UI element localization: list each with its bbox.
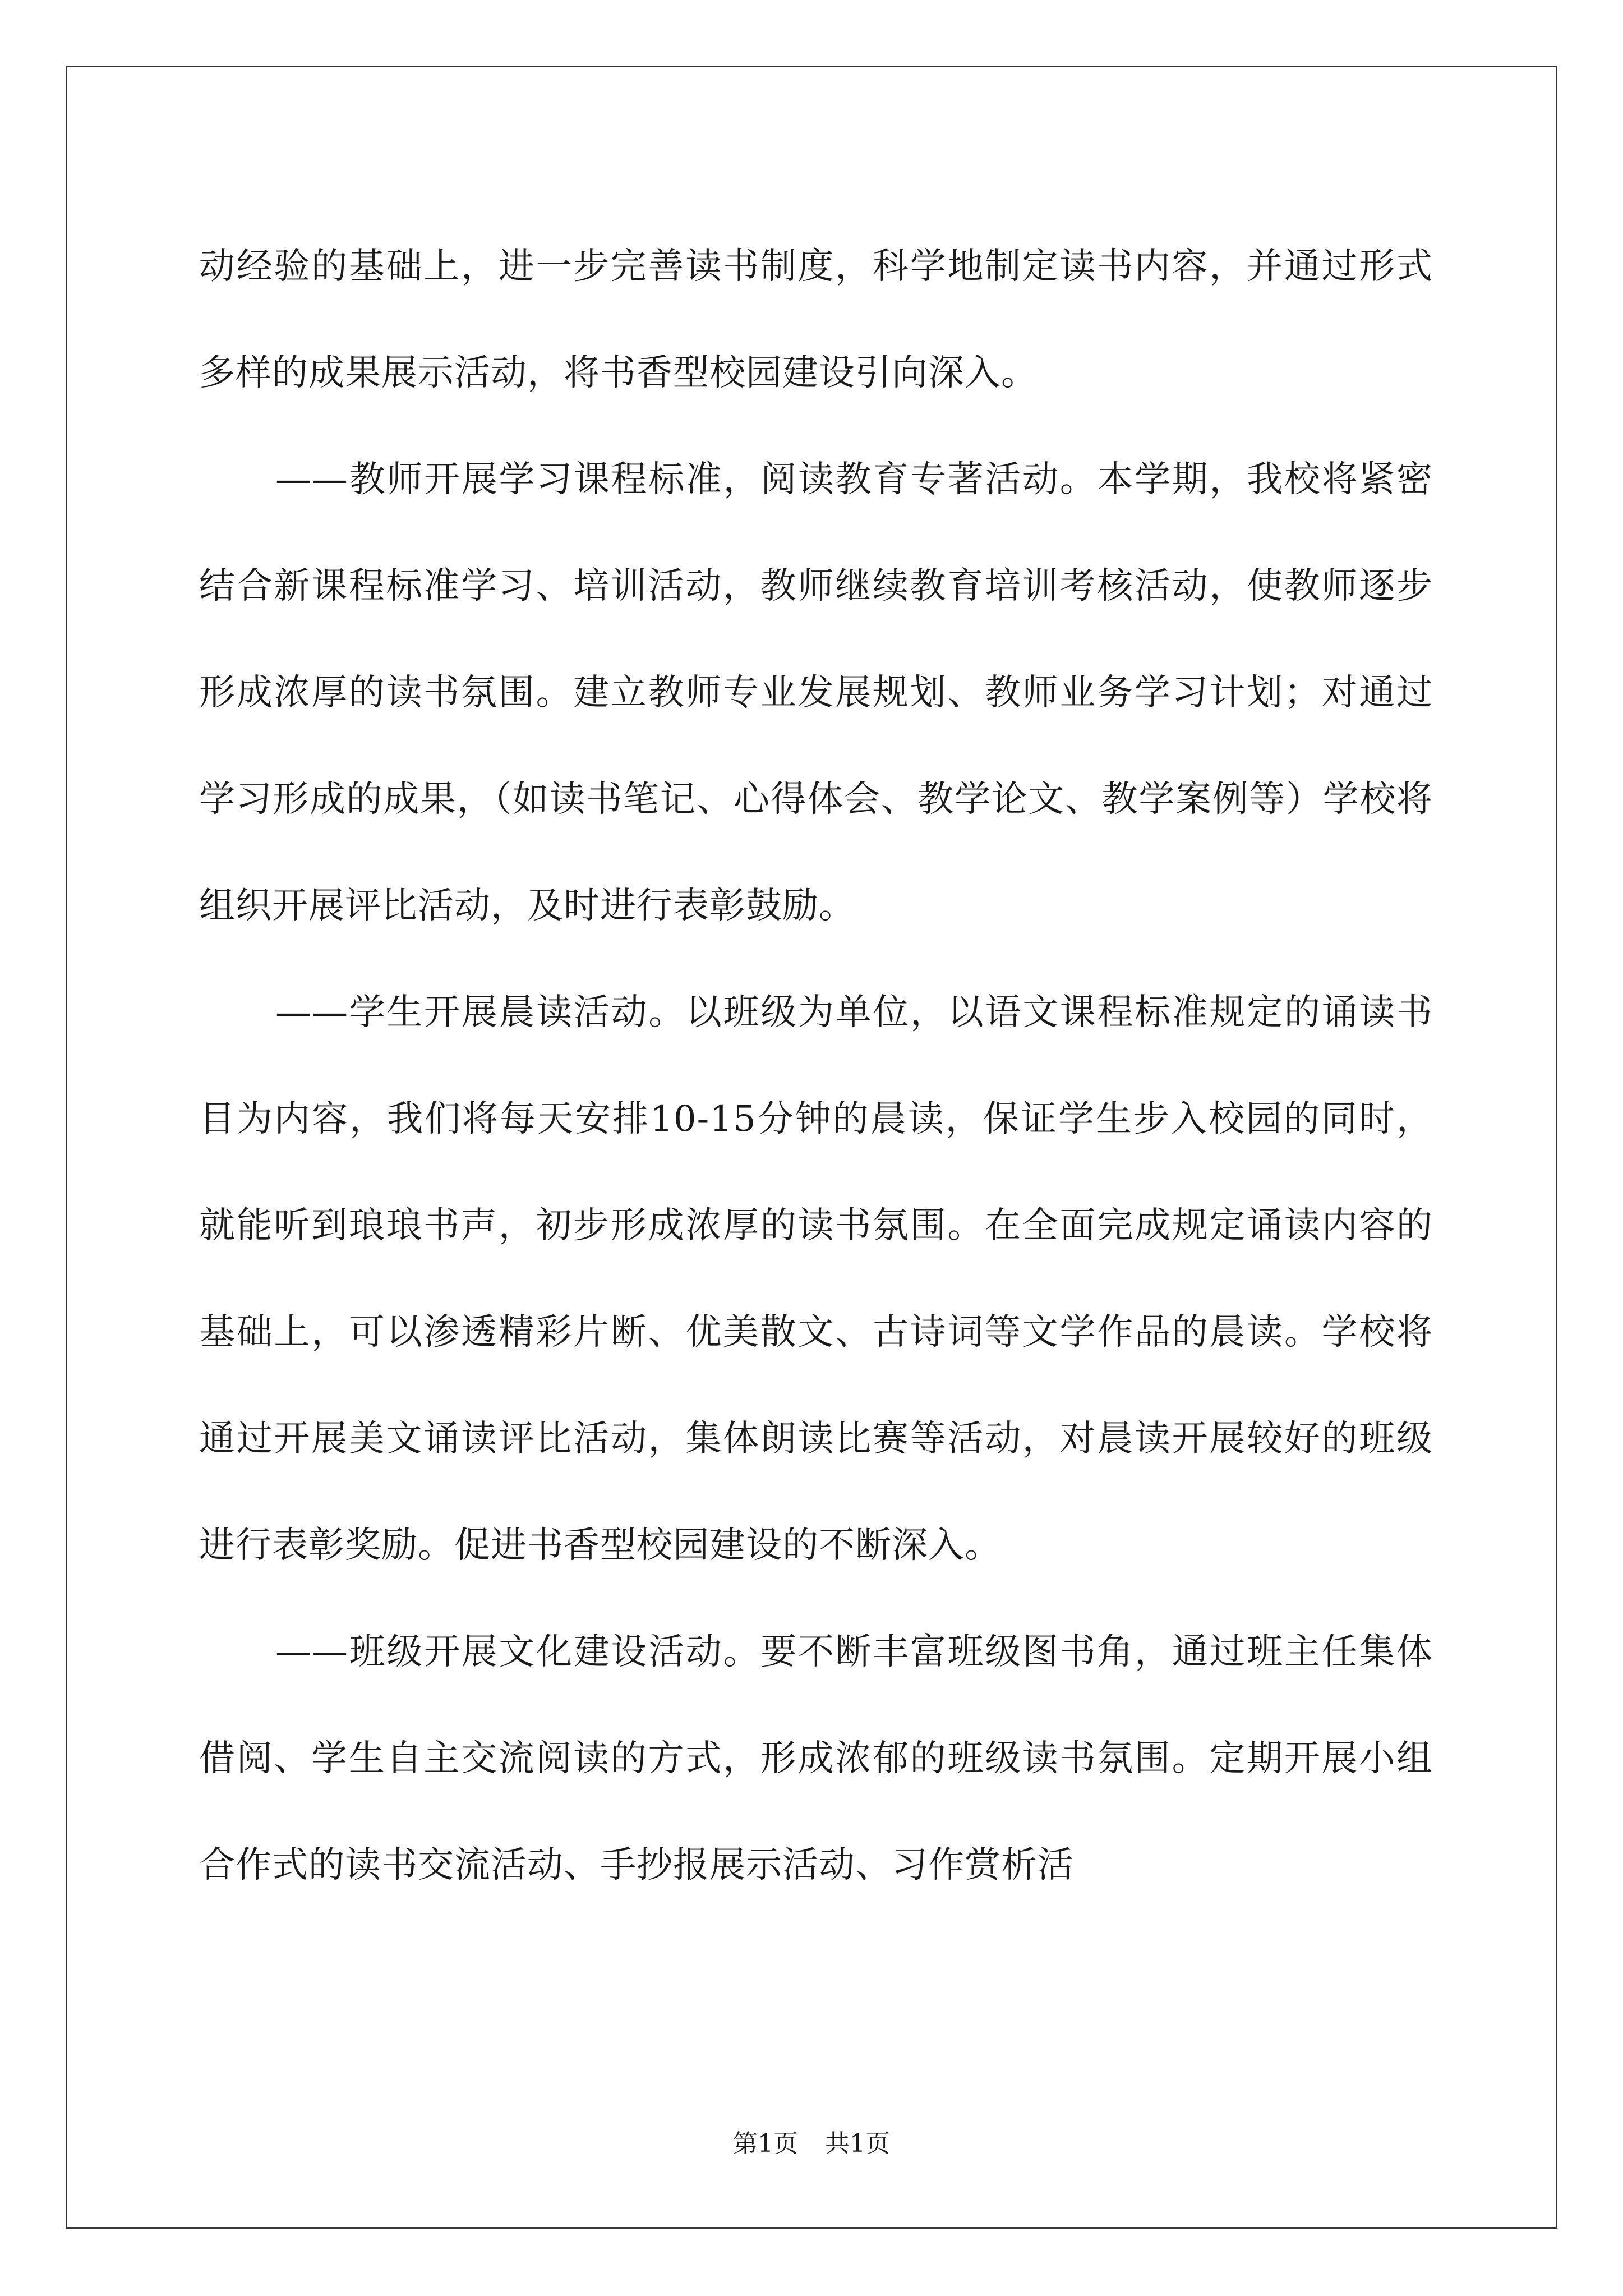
paragraph-2: ——教师开展学习课程标准，阅读教育专著活动。本学期，我校将紧密结合新课程标准学习、培训活动，教师继续教育培训考核活动，使教师逐步形成浓厚的读书氛围。建立教师专业发展规划、教师业务学习计划；对通过学习形成的成果，（如读书笔记、心得体会、教学论文、教学案例等）学校将组织开展评比活动，及时进行表彰鼓励。 <box>199 459 1433 927</box>
page-number-total: 共1页 <box>825 2129 890 2158</box>
page-footer <box>0 2123 1623 2159</box>
page-number-current: 第1页 <box>733 2129 798 2158</box>
paragraph-3: ——学生开展晨读活动。以班级为单位，以语文课程标准规定的诵读书目为内容，我们将每天安排10-15分钟的晨读，保证学生步入校园的同时，就能听到琅琅书声，初步形成浓厚的读书氛围。在全面完成规定诵读内容的基础上，可以渗透精彩片断、优美散文、古诗词等文学作品的晨读。学校将通过开展美文诵读评比活动，集体朗读比赛等活动，对晨读开展较好的班级进行表彰奖励。促进书香型校园建设的不断深入。 <box>199 992 1433 1566</box>
paragraph-1: 动经验的基础上，进一步完善读书制度，科学地制定读书内容，并通过形式多样的成果展示活动，将书香型校园建设引向深入。 <box>199 246 1433 394</box>
document-body <box>199 213 1433 1918</box>
paragraph-4: ——班级开展文化建设活动。要不断丰富班级图书角，通过班主任集体借阅、学生自主交流阅读的方式，形成浓郁的班级读书氛围。定期开展小组合作式的读书交流活动、手抄报展示活动、习作赏析活 <box>199 1631 1433 1886</box>
